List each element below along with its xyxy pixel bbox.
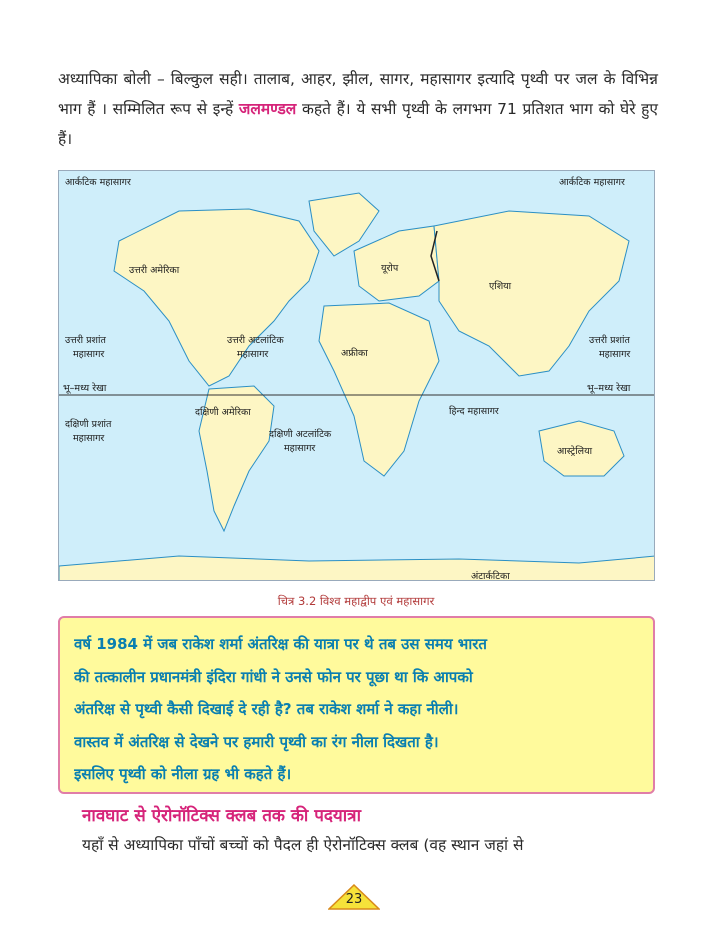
label-europe: यूरोप bbox=[381, 263, 399, 274]
label-south-america: दक्षिणी अमेरिका bbox=[195, 407, 251, 418]
label-north-pacific-left-1: उत्तरी प्रशांत bbox=[65, 335, 106, 346]
section-heading: नावघाट से ऐरोनॉटिक्स क्लब तक की पदयात्रा bbox=[82, 806, 361, 826]
label-africa: अफ्रीका bbox=[341, 348, 368, 359]
fact-line: वर्ष 1984 में जब राकेश शर्मा अंतरिक्ष की यात्रा पर थे तब उस समय भारत bbox=[74, 635, 487, 653]
label-north-atlantic-1: उत्तरी अटलांटिक bbox=[227, 335, 284, 346]
label-australia: आस्ट्रेलिया bbox=[557, 446, 593, 457]
world-map bbox=[58, 170, 655, 581]
fact-line: की तत्कालीन प्रधानमंत्री इंदिरा गांधी ने उनसे फोन पर पूछा था कि आपको bbox=[74, 667, 473, 686]
label-south-atlantic-1: दक्षिणी अटलांटिक bbox=[269, 429, 332, 440]
intro-paragraph bbox=[58, 64, 658, 154]
label-south-atlantic-2: महासागर bbox=[284, 443, 316, 454]
label-south-pacific-1: दक्षिणी प्रशांत bbox=[65, 419, 112, 430]
page-number-badge bbox=[328, 884, 380, 910]
fact-line: वास्तव में अंतरिक्ष से देखने पर हमारी पृथ्वी का रंग नीला दिखता है। bbox=[74, 732, 439, 751]
fact-box bbox=[58, 616, 655, 794]
label-north-atlantic-2: महासागर bbox=[237, 349, 269, 360]
label-equator-left: भू–मध्य रेखा bbox=[63, 383, 107, 394]
fact-line: इसलिए पृथ्वी को नीला ग्रह भी कहते हैं। bbox=[74, 765, 292, 783]
label-antarctica: अंटार्कटिका bbox=[471, 571, 510, 581]
section-paragraph: यहाँ से अध्यापिका पाँचों बच्चों को पैदल ही ऐरोनॉटिक्स क्लब (वह स्थान जहां से bbox=[82, 836, 524, 854]
label-north-pacific-right-1: उत्तरी प्रशांत bbox=[589, 335, 630, 346]
label-equator-right: भू–मध्य रेखा bbox=[587, 383, 631, 394]
jalmandal-term: जलमण्डल bbox=[238, 100, 297, 118]
label-arctic-right: आर्कटिक महासागर bbox=[559, 177, 625, 188]
label-north-pacific-left-2: महासागर bbox=[73, 349, 105, 360]
intro-text-part2: कहते हैं। ये सभी पृथ्वी के लगभग 71 प्रतिशत भाग को घेरे हुए हैं। bbox=[58, 100, 658, 148]
fact-line: अंतरिक्ष से पृथ्वी कैसी दिखाई दे रही है? तब राकेश शर्मा ने कहा नीली। bbox=[74, 700, 459, 718]
label-arctic-left: आर्कटिक महासागर bbox=[65, 177, 131, 188]
intro-text-part1: अध्यापिका बोली – बिल्कुल सही। तालाब, आहर, झील, सागर, महासागर इत्यादि पृथ्वी पर जल के विभिन्न भाग हैं । सम्मिलित रूप से इन्हें bbox=[58, 70, 658, 118]
label-asia: एशिया bbox=[489, 281, 512, 292]
page-number: 23 bbox=[345, 892, 363, 907]
label-north-pacific-right-2: महासागर bbox=[599, 349, 631, 360]
label-indian-ocean: हिन्द महासागर bbox=[449, 406, 499, 417]
label-north-america: उत्तरी अमेरिका bbox=[129, 265, 180, 276]
world-map-svg bbox=[59, 171, 655, 581]
map-caption: चित्र 3.2 विश्व महाद्वीप एवं महासागर bbox=[277, 594, 435, 608]
label-south-pacific-2: महासागर bbox=[73, 433, 105, 444]
